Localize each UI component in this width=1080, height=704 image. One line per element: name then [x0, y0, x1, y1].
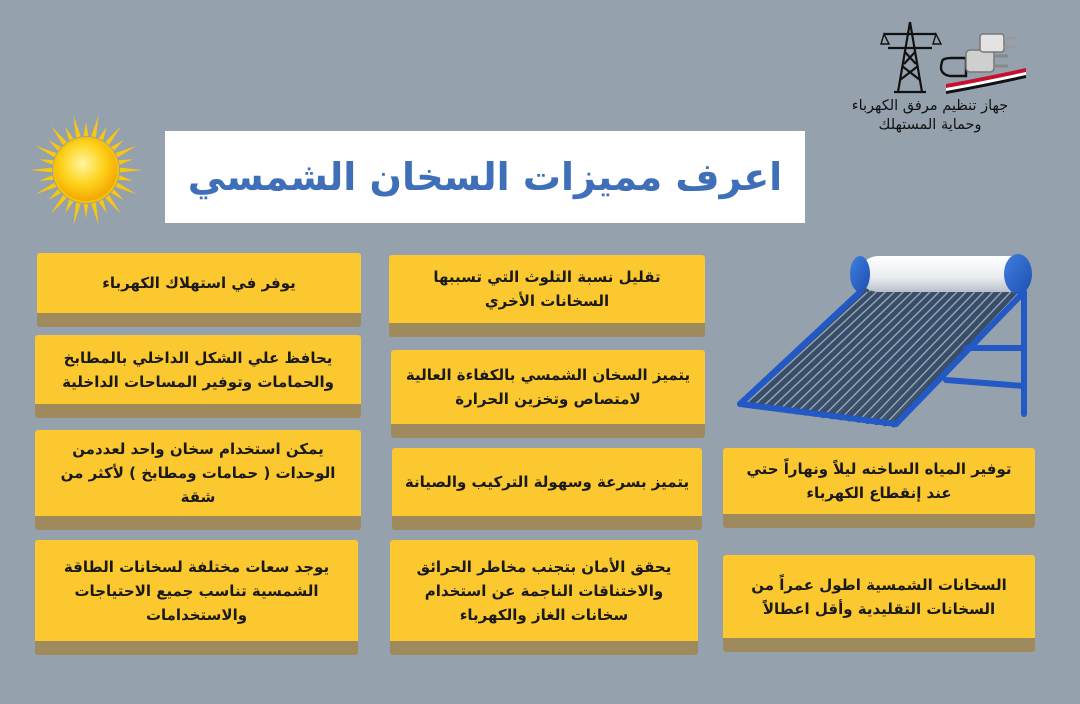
feature-text: يوفر في استهلاك الكهرباء	[102, 274, 296, 292]
feature-card-10	[723, 555, 1035, 652]
feature-text: تقليل نسبة التلوث التي تسببها السخانات الأخري	[433, 268, 661, 310]
feature-card-1	[37, 253, 361, 327]
feature-text: يتميز السخان الشمسي بالكفاءة العالية لامتصاص وتخزين الحرارة	[405, 366, 691, 408]
sun-icon	[28, 112, 144, 228]
feature-text: يتميز بسرعة وسهولة التركيب والصيانة	[404, 473, 690, 491]
power-tower-logo-icon	[880, 18, 1030, 96]
logo-line-2: وحماية المستهلك	[878, 117, 982, 133]
feature-text: يوجد سعات مختلفة لسخانات الطاقة الشمسية تناسب جميع الاحتياجات والاستخدامات	[63, 557, 330, 624]
feature-card-6	[392, 448, 702, 530]
logo-line-1: جهاز تنظيم مرفق الكهرباء	[851, 98, 1009, 114]
title-box	[165, 131, 805, 223]
feature-card-9	[390, 540, 698, 655]
feature-text: السخانات الشمسية اطول عمراً من السخانات التقليدية وأقل اعطالاً	[751, 575, 1007, 618]
feature-card-7	[723, 448, 1035, 528]
feature-text: توفير المياه الساخنه ليلاً ونهاراً حتي عند إنقطاع الكهرباء	[746, 460, 1012, 502]
feature-text: يحقق الأمان بتجنب مخاطر الحرائق والاختناقات الناجمة عن استخدام سخانات الغاز والكهرباء	[416, 557, 672, 624]
feature-card-3	[35, 335, 361, 418]
feature-card-5	[35, 430, 361, 530]
feature-text: يمكن استخدام سخان واحد لعددمن الوحدات ( حمامات ومطابخ ) لأكثر من شقة	[60, 440, 336, 506]
feature-card-4	[391, 350, 705, 438]
feature-card-8	[35, 540, 358, 655]
logo-text	[820, 97, 1040, 135]
solar-water-heater-illustration	[736, 248, 1036, 438]
feature-text: يحافظ علي الشكل الداخلي بالمطابخ والحمامات وتوفير المساحات الداخلية	[62, 348, 334, 391]
feature-card-2	[389, 255, 705, 337]
page-title: اعرف مميزات السخان الشمسي	[187, 155, 783, 199]
